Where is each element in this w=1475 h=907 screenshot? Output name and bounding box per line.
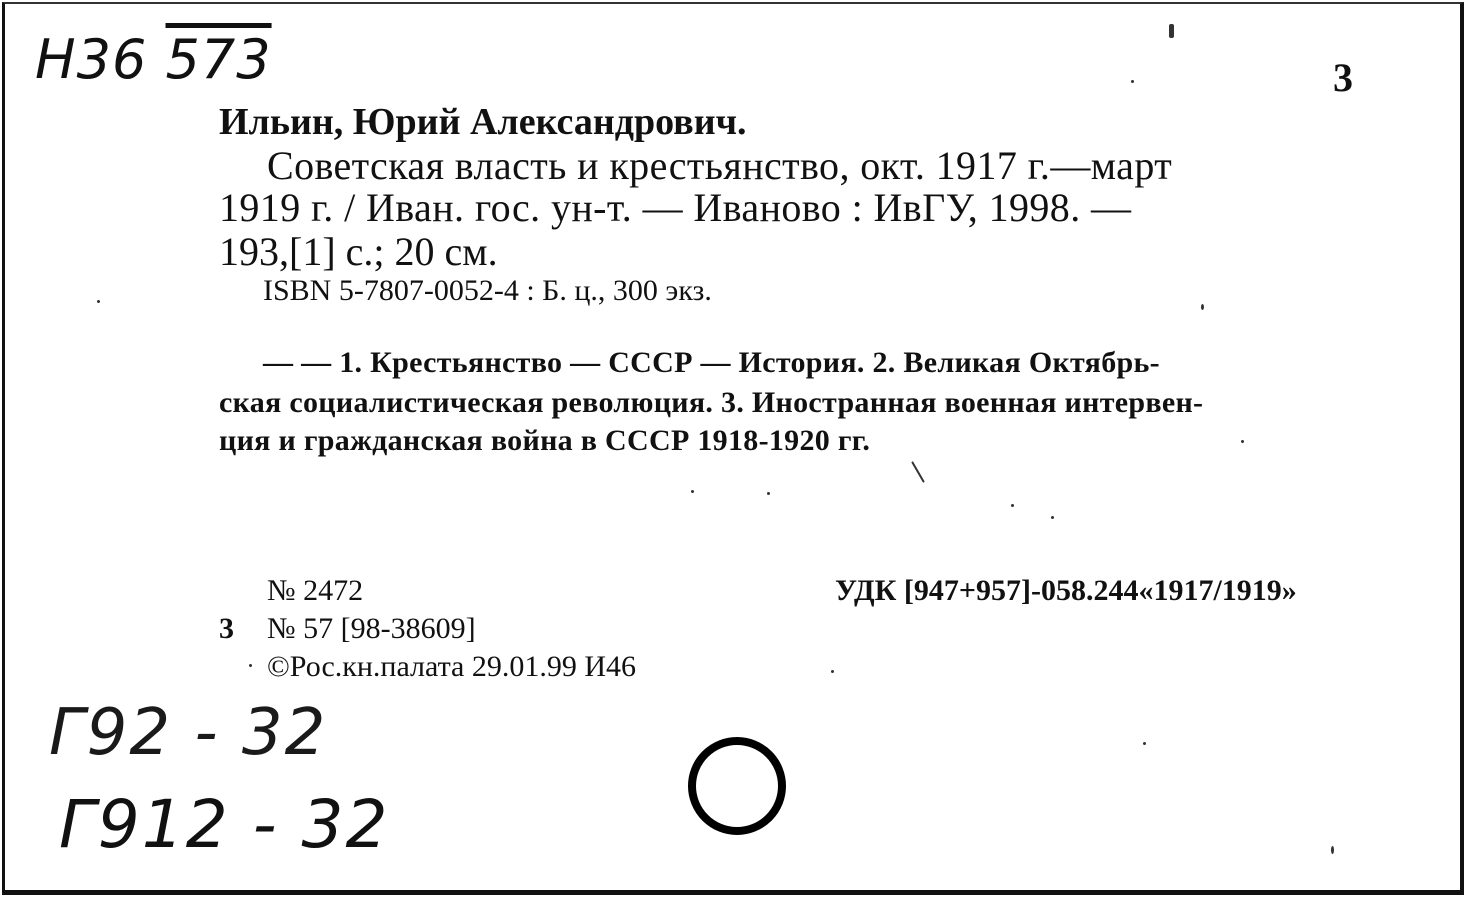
registration-number: № 2472: [267, 574, 364, 607]
isbn-line: ISBN 5-7807-0052-4 : Б. ц., 300 экз.: [263, 274, 712, 307]
ink-speck: [1331, 846, 1334, 854]
subjects-line-1: — — 1. Крестьянство — СССР — История. 2. Великая Октябрь-: [263, 346, 1160, 379]
ink-speck: [831, 670, 834, 673]
ink-speck: [1051, 516, 1054, 519]
card-order-number: № 57 [98-38609]: [267, 612, 476, 645]
ink-speck: [767, 492, 770, 495]
subjects-line-2: ская социалистическая революция. 3. Иностранная военная интервен-: [219, 386, 1204, 419]
subjects-line-3: ция и гражданская война в СССР 1918-1920 гг.: [219, 424, 871, 457]
handwritten-class-code-1: Г92 - 32: [49, 696, 328, 770]
title-line-1: Советская власть и крестьянство, окт. 1917 г.—март: [267, 143, 1173, 188]
catalog-card: [2, 2, 1464, 895]
ink-stroke: [911, 461, 925, 483]
punch-hole-circle: [688, 737, 786, 835]
handwritten-shelf-code: Н36: [35, 28, 148, 91]
ink-speck: [97, 300, 100, 303]
handwritten-shelf-number: 573: [165, 28, 272, 91]
card-copy-number: 3: [219, 612, 234, 645]
handwritten-shelf-mark: [35, 28, 272, 91]
ink-speck: [1201, 304, 1204, 310]
ink-speck: [1143, 742, 1146, 745]
page-number: 3: [1333, 55, 1353, 100]
ink-speck: [249, 664, 252, 667]
udk-code: УДК [947+957]-058.244«1917/1919»: [835, 574, 1297, 607]
copyright-line: ©Рос.кн.палата 29.01.99 И46: [267, 650, 637, 683]
ink-speck: [1169, 24, 1174, 38]
title-line-3: 193,[1] с.; 20 см.: [219, 229, 498, 274]
title-line-2: 1919 г. / Иван. гос. ун-т. — Иваново : ИвГУ, 1998. —: [219, 185, 1132, 230]
ink-speck: [1011, 504, 1014, 507]
ink-speck: [1131, 80, 1134, 83]
ink-speck: [1241, 440, 1244, 443]
author-heading: Ильин, Юрий Александрович.: [219, 101, 747, 143]
handwritten-class-code-2: Г912 - 32: [59, 786, 390, 863]
ink-speck: [691, 490, 694, 493]
